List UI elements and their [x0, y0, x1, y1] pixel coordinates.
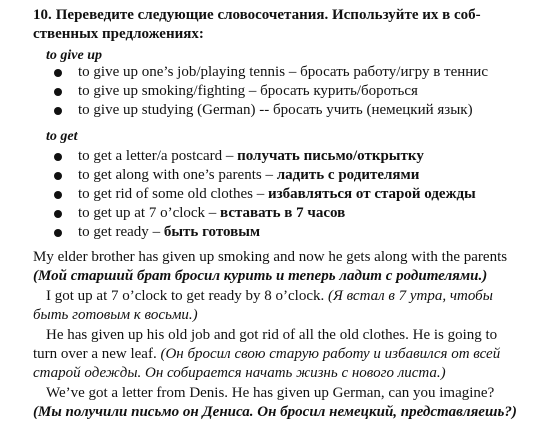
separator: –: [222, 148, 238, 164]
task-heading: [33, 6, 533, 44]
example-4-ru: (Мы получили письмо он Дениса. Он бросил немецкий, представляешь?): [33, 404, 517, 420]
separator: –: [148, 224, 164, 240]
bullet-dot: [54, 69, 62, 77]
get-list: [54, 147, 476, 242]
example-3-en-b: turn over a new leaf.: [33, 346, 157, 362]
example-3-en-a: He has given up his old job and got rid of all the old clothes. He is going to: [46, 327, 498, 343]
separator: –: [245, 83, 261, 99]
phrase-en: to get along with one’s parents: [78, 167, 262, 183]
phrase-en: to get a letter/a postcard: [78, 148, 223, 164]
task-number: 10.: [33, 7, 52, 23]
list-item: [54, 204, 476, 223]
bullet-dot: [54, 107, 62, 115]
bullet-dot: [54, 210, 62, 218]
phrase-ru: получать письмо/открытку: [237, 148, 424, 164]
example-2-en: I got up at 7 o’clock to get ready by 8 o’clock.: [46, 288, 325, 304]
bullet-dot: [54, 153, 62, 161]
separator: –: [252, 186, 268, 202]
phrase-ru: вставать в 7 часов: [220, 205, 346, 221]
phrase-en: to get rid of some old clothes: [78, 186, 253, 202]
phrase-en: to get up at 7 o’clock: [78, 205, 206, 221]
phrase-ru: бросать учить (немецкий язык): [272, 102, 473, 118]
list-item: [54, 185, 476, 204]
section-label-give-up: to give up: [46, 48, 102, 63]
phrase-ru: бросать работу/игру в теннис: [300, 64, 488, 80]
list-item: [54, 223, 476, 242]
example-3-ru-a: (Он бросил свою старую работу и избавился от всей: [160, 346, 501, 362]
example-1-ru: (Мой старший брат бросил курить и теперь ладит с родителями.): [33, 268, 488, 284]
phrase-ru: быть готовым: [163, 224, 261, 240]
bullet-dot: [54, 191, 62, 199]
example-2-ru-a: (Я встал в 7 утра, чтобы: [328, 288, 493, 304]
separator: –: [261, 167, 277, 183]
separator: –: [285, 64, 301, 80]
task-instruction-line2: ственных предложениях:: [33, 26, 204, 42]
list-item: [54, 147, 476, 166]
bullet-dot: [54, 88, 62, 96]
example-2: [46, 287, 493, 306]
list-item: [54, 63, 488, 82]
phrase-ru: избавляться от старой одежды: [267, 186, 476, 202]
bullet-dot: [54, 172, 62, 180]
phrase-ru: ладить с родителями: [276, 167, 420, 183]
phrase-en: to give up studying (German): [78, 102, 256, 118]
phrase-en: to get ready: [78, 224, 149, 240]
example-4-en: We’ve got a letter from Denis. He has given up German, can you imagine?: [46, 385, 495, 401]
give-up-list: [54, 63, 488, 120]
separator: –: [205, 205, 221, 221]
bullet-dot: [54, 229, 62, 237]
separator: --: [255, 102, 273, 118]
example-3-ru-b: старой одежды. Он собирается начать жизнь с нового листа.): [33, 365, 446, 381]
phrase-ru: бросать курить/бороться: [260, 83, 418, 99]
phrase-en: to give up one’s job/playing tennis: [78, 64, 286, 80]
list-item: [54, 166, 476, 185]
list-item: [54, 101, 488, 120]
list-item: [54, 82, 488, 101]
example-2-ru-b: быть готовым к восьми.): [33, 307, 198, 323]
section-label-get: to get: [46, 129, 78, 144]
phrase-en: to give up smoking/fighting: [78, 83, 246, 99]
example-1-en: My elder brother has given up smoking and now he gets along with the parents: [33, 249, 508, 265]
task-instruction-line1: Переведите следующие словосочетания. Используйте их в соб-: [55, 7, 481, 23]
example-3-line2: [33, 345, 500, 364]
